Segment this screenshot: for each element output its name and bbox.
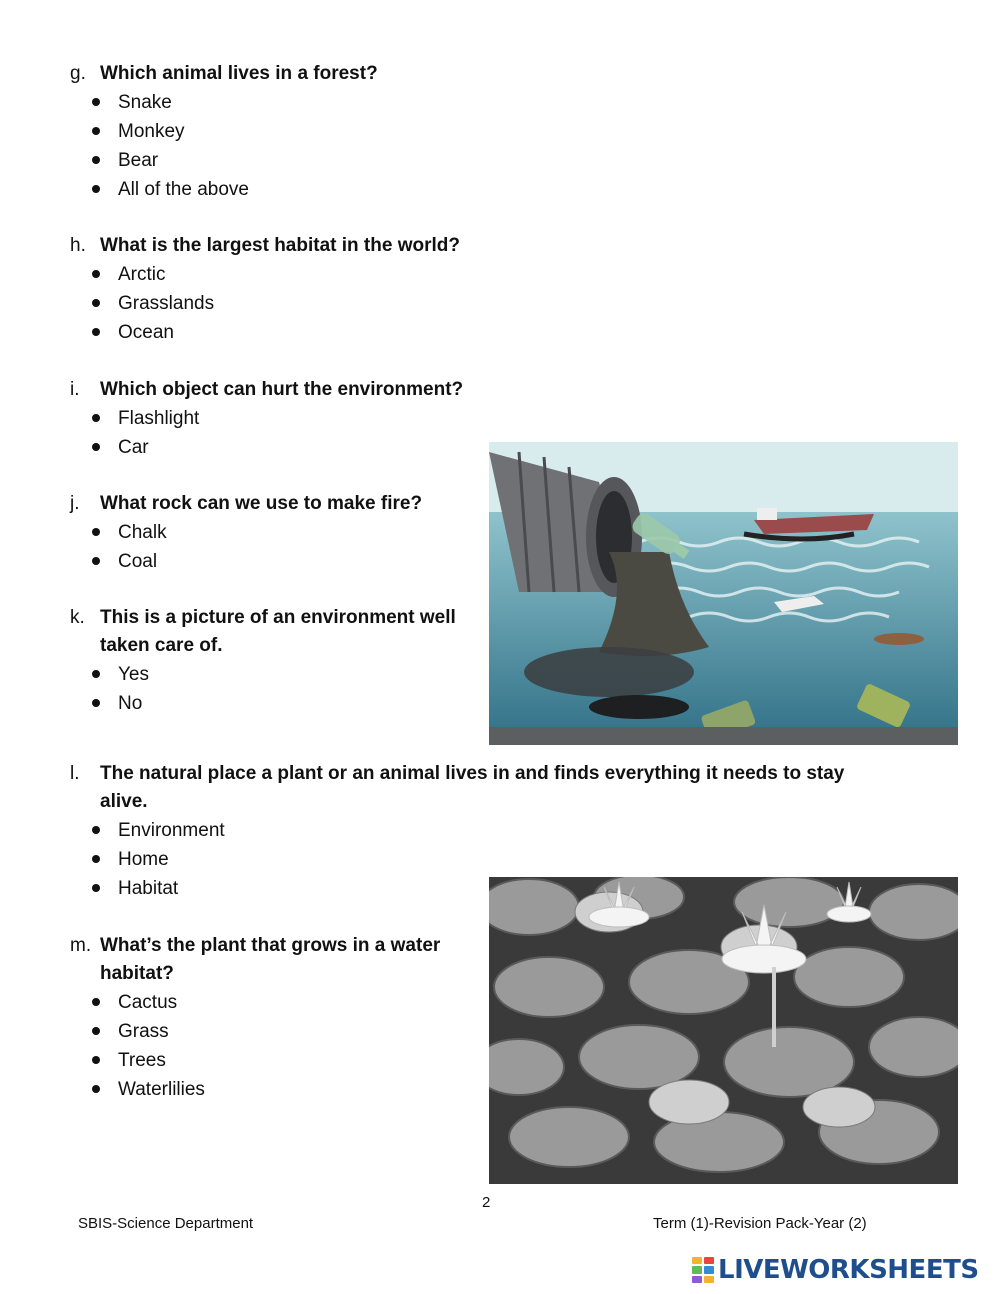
bullet-icon bbox=[92, 998, 100, 1006]
question-text: Which animal lives in a forest? bbox=[100, 63, 378, 84]
option-item: Habitat bbox=[90, 874, 890, 903]
footer-left: SBIS-Science Department bbox=[78, 1215, 254, 1232]
question-letter: i. bbox=[70, 379, 80, 400]
bullet-icon bbox=[92, 185, 100, 193]
question-letter: m. bbox=[70, 935, 92, 956]
bullet-icon bbox=[92, 98, 100, 106]
question-letter: k. bbox=[70, 607, 85, 628]
bullet-icon bbox=[92, 884, 100, 892]
bullet-icon bbox=[92, 299, 100, 307]
option-item: Car bbox=[90, 433, 670, 462]
option-item: No bbox=[90, 689, 480, 718]
page-number: 2 bbox=[482, 1194, 491, 1211]
bullet-icon bbox=[92, 414, 100, 422]
liveworksheets-logo bbox=[692, 1254, 979, 1286]
question-text: What is the largest habitat in the world? bbox=[100, 235, 460, 256]
question-text: This is a picture of an environment well taken care of. bbox=[100, 607, 456, 656]
option-item: All of the above bbox=[90, 175, 670, 204]
option-item: Bear bbox=[90, 146, 670, 175]
bullet-icon bbox=[92, 156, 100, 164]
bullet-icon bbox=[92, 443, 100, 451]
question-g bbox=[70, 60, 670, 204]
question-letter: g. bbox=[70, 63, 86, 84]
question-letter: h. bbox=[70, 235, 86, 256]
options-list bbox=[90, 260, 670, 347]
question-j bbox=[70, 490, 480, 576]
bullet-icon bbox=[92, 670, 100, 678]
bullet-icon bbox=[92, 1027, 100, 1035]
question-h bbox=[70, 232, 670, 347]
bullet-icon bbox=[92, 855, 100, 863]
bullet-icon bbox=[92, 270, 100, 278]
bullet-icon bbox=[92, 328, 100, 336]
bullet-icon bbox=[92, 557, 100, 565]
options-list bbox=[90, 988, 470, 1104]
question-letter: l. bbox=[70, 763, 80, 784]
polluted-ocean-picture bbox=[489, 442, 958, 745]
options-list bbox=[90, 518, 480, 576]
bullet-icon bbox=[92, 127, 100, 135]
option-item: Yes bbox=[90, 660, 480, 689]
question-text: What’s the plant that grows in a water habitat? bbox=[100, 935, 441, 984]
waterlilies-picture bbox=[489, 877, 958, 1184]
option-item: Grasslands bbox=[90, 289, 670, 318]
option-item: Monkey bbox=[90, 117, 670, 146]
option-item: Waterlilies bbox=[90, 1075, 470, 1104]
options-list bbox=[90, 660, 480, 718]
option-item: Cactus bbox=[90, 988, 470, 1017]
brand-name: LIVEWORKSHEETS bbox=[718, 1255, 979, 1285]
option-item: Home bbox=[90, 845, 890, 874]
question-text: Which object can hurt the environment? bbox=[100, 379, 464, 400]
bullet-icon bbox=[92, 699, 100, 707]
question-letter: j. bbox=[70, 493, 80, 514]
bullet-icon bbox=[92, 1085, 100, 1093]
option-item: Grass bbox=[90, 1017, 470, 1046]
bullet-icon bbox=[92, 1056, 100, 1064]
question-m bbox=[70, 932, 470, 1104]
options-list bbox=[90, 88, 670, 204]
option-item: Flashlight bbox=[90, 404, 670, 433]
question-text: What rock can we use to make fire? bbox=[100, 493, 423, 514]
option-item: Arctic bbox=[90, 260, 670, 289]
option-item: Trees bbox=[90, 1046, 470, 1075]
bullet-icon bbox=[92, 528, 100, 536]
bullet-icon bbox=[92, 826, 100, 834]
option-item: Chalk bbox=[90, 518, 480, 547]
option-item: Coal bbox=[90, 547, 480, 576]
question-k bbox=[70, 604, 480, 718]
liveworksheets-icon bbox=[692, 1257, 714, 1283]
option-item: Environment bbox=[90, 816, 890, 845]
option-item: Snake bbox=[90, 88, 670, 117]
option-item: Ocean bbox=[90, 318, 670, 347]
footer-right: Term (1)-Revision Pack-Year (2) bbox=[653, 1215, 867, 1232]
question-text: The natural place a plant or an animal lives in and finds everything it needs to stay alive. bbox=[100, 763, 845, 812]
